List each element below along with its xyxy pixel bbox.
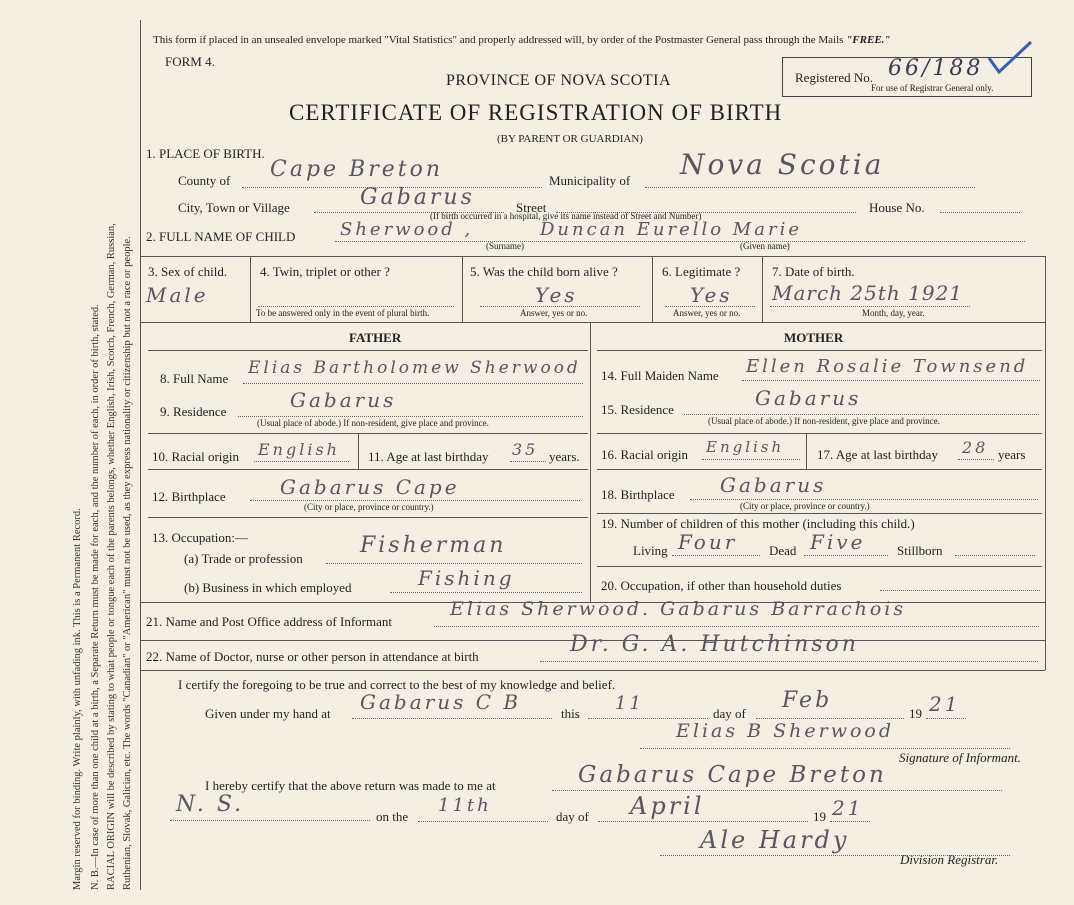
mother-heading: MOTHER: [784, 330, 844, 345]
business-label: (b) Business in which employed: [184, 580, 352, 595]
father-racial-label: 10. Racial origin: [152, 449, 240, 464]
registrar-signature: Ale Hardy: [700, 826, 850, 854]
given-month-value: Feb: [782, 688, 833, 713]
father-birthplace-value: Gabarus Cape: [280, 475, 460, 499]
year-suffix: 21: [929, 692, 961, 716]
child-surname: Sherwood ,: [340, 219, 474, 240]
mail-note: This form if placed in an unsealed envelope marked "Vital Statistics" and properly addressed will, by order of the Postmaster General pass through the Mails "FREE.": [153, 34, 891, 46]
doctor-label: 22. Name of Doctor, nurse or other person in attendance at birth: [146, 649, 479, 664]
mother-racial-value: English: [706, 438, 785, 456]
certificate-title: CERTIFICATE OF REGISTRATION OF BIRTH: [289, 100, 783, 125]
margin-note-1: Margin reserved for binding. Write plainly, with unfading ink. This is a Permanent Record.: [72, 508, 83, 890]
registration-province-value: N. S.: [176, 792, 245, 817]
mother-residence-label: 15. Residence: [601, 402, 674, 417]
house-label: House No.: [869, 200, 925, 215]
father-name-label: 8. Full Name: [160, 371, 229, 386]
registrar-use-note: For use of Registrar General only.: [871, 83, 994, 93]
year2-suffix: 21: [832, 796, 864, 820]
given-day-value: 11: [615, 693, 644, 714]
sex-label: 3. Sex of child.: [148, 264, 228, 279]
twin-label: 4. Twin, triplet or other ?: [260, 264, 390, 279]
informant-label: 21. Name and Post Office address of Informant: [146, 614, 392, 629]
this-label: this: [561, 706, 580, 721]
sex-value: Male: [146, 283, 209, 307]
municipality-value: Nova Scotia: [680, 148, 885, 181]
left-border: [140, 20, 141, 890]
registered-value: 66/188: [888, 56, 984, 81]
registrar-caption: Division Registrar.: [900, 852, 999, 867]
street-label: Street: [516, 200, 547, 215]
hereby-certify-text: I hereby certify that the above return was made to me at: [205, 778, 496, 793]
city-value: Gabarus: [360, 185, 475, 210]
stillborn-label: Stillborn: [897, 543, 943, 558]
father-name-value: Elias Bartholomew Sherwood: [248, 358, 581, 378]
mother-birthplace-value: Gabarus: [720, 473, 827, 497]
father-birthplace-caption: (City or place, province or country.): [304, 502, 434, 512]
trade-label: (a) Trade or profession: [184, 551, 303, 566]
province-heading: PROVINCE OF NOVA SCOTIA: [446, 72, 672, 89]
registration-place-value: Gabarus Cape Breton: [578, 762, 887, 788]
mother-age-value: 28: [962, 438, 989, 457]
place-heading: 1. PLACE OF BIRTH.: [146, 146, 265, 161]
mother-years: years: [998, 447, 1026, 462]
year-prefix: 19: [909, 706, 922, 721]
county-value: Cape Breton: [270, 157, 444, 182]
child-given-name: Duncan Eurello Marie: [540, 219, 802, 240]
mother-name-value: Ellen Rosalie Townsend: [746, 356, 1029, 377]
legitimate-label: 6. Legitimate ?: [662, 264, 741, 279]
certify-text: I certify the foregoing to be true and correct to the best of my knowledge and belief.: [178, 677, 616, 692]
given-under-label: Given under my hand at: [205, 706, 331, 721]
trade-value: Fisherman: [360, 533, 507, 558]
father-residence-label: 9. Residence: [160, 404, 227, 419]
day-of-label-2: day of: [556, 809, 589, 824]
year2-prefix: 19: [813, 809, 826, 824]
living-label: Living: [633, 543, 668, 558]
business-value: Fishing: [418, 566, 515, 590]
father-abode-caption: (Usual place of abode.) If non-resident, give place and province.: [257, 418, 489, 428]
father-age-value: 35: [512, 440, 539, 459]
alive-label: 5. Was the child born alive ?: [470, 264, 618, 279]
dead-value: Five: [810, 530, 866, 554]
twin-caption: To be answered only in the event of plural birth.: [256, 308, 430, 318]
county-label: County of: [178, 173, 231, 188]
occupation-label: 13. Occupation:—: [152, 530, 249, 545]
municipality-label: Municipality of: [549, 173, 631, 188]
dob-label: 7. Date of birth.: [772, 264, 855, 279]
doctor-value: Dr. G. A. Hutchinson: [570, 632, 859, 657]
child-name-label: 2. FULL NAME OF CHILD: [146, 229, 296, 244]
mother-name-label: 14. Full Maiden Name: [601, 368, 719, 383]
certificate-subtitle: (BY PARENT OR GUARDIAN): [497, 133, 643, 145]
father-residence-value: Gabarus: [290, 388, 397, 412]
form-number: FORM 4.: [165, 54, 215, 69]
signature-caption: Signature of Informant.: [899, 750, 1021, 765]
day-of-label: day of: [713, 706, 746, 721]
mother-racial-label: 16. Racial origin: [601, 447, 689, 462]
hospital-note: (If birth occurred in a hospital, give its name instead of Street and Number): [430, 211, 702, 221]
children-count-label: 19. Number of children of this mother (including this child.): [601, 516, 915, 531]
informant-value: Elias Sherwood. Gabarus Barrachois: [450, 598, 907, 620]
alive-value: Yes: [535, 283, 578, 307]
informant-signature: Elias B Sherwood: [676, 720, 895, 742]
given-place-value: Gabarus C B: [360, 690, 522, 714]
father-age-label: 11. Age at last birthday: [368, 449, 489, 464]
mother-birthplace-caption: (City or place, province or country.): [740, 501, 870, 511]
father-heading: FATHER: [349, 330, 402, 345]
margin-note-2: N. B.—In case of more than one child at a birth, a Separate Return must be made for each, and the number of each, in order of birth, stated.: [90, 304, 101, 890]
dob-value: March 25th 1921: [772, 281, 964, 305]
margin-note-4: Ruthenian, Slovak, Galician, etc. The words "Canadian" or "American" must not be used, as they express nationality or citizenship but not a race or people.: [122, 236, 133, 890]
alive-caption: Answer, yes or no.: [520, 308, 588, 318]
father-years: years.: [549, 449, 580, 464]
registered-label: Registered No.: [795, 70, 873, 85]
on-the-label: on the: [376, 809, 409, 824]
living-value: Four: [678, 530, 738, 554]
mother-birthplace-label: 18. Birthplace: [601, 487, 675, 502]
surname-caption: (Surname): [486, 241, 524, 251]
given-caption: (Given name): [740, 241, 790, 251]
father-racial-value: English: [258, 440, 340, 459]
father-birthplace-label: 12. Birthplace: [152, 489, 226, 504]
city-label: City, Town or Village: [178, 200, 290, 215]
legitimate-value: Yes: [690, 283, 733, 307]
margin-note-3: RACIAL ORIGIN will be described by stating to what people or tongue each of the parents belongs, whether English, Irish, Scotch, French, German, Russian,: [106, 223, 117, 890]
registration-day-value: 11th: [438, 795, 492, 816]
dob-caption: Month, day, year.: [862, 308, 925, 318]
mother-occupation-label: 20. Occupation, if other than household duties: [601, 578, 842, 593]
dead-label: Dead: [769, 543, 797, 558]
registration-month-value: April: [630, 792, 705, 820]
mother-residence-value: Gabarus: [755, 386, 862, 410]
mother-abode-caption: (Usual place of abode.) If non-resident, give place and province.: [708, 416, 940, 426]
mother-age-label: 17. Age at last birthday: [817, 447, 938, 462]
legitimate-caption: Answer, yes or no.: [673, 308, 741, 318]
checkmark-icon: [985, 38, 1035, 78]
